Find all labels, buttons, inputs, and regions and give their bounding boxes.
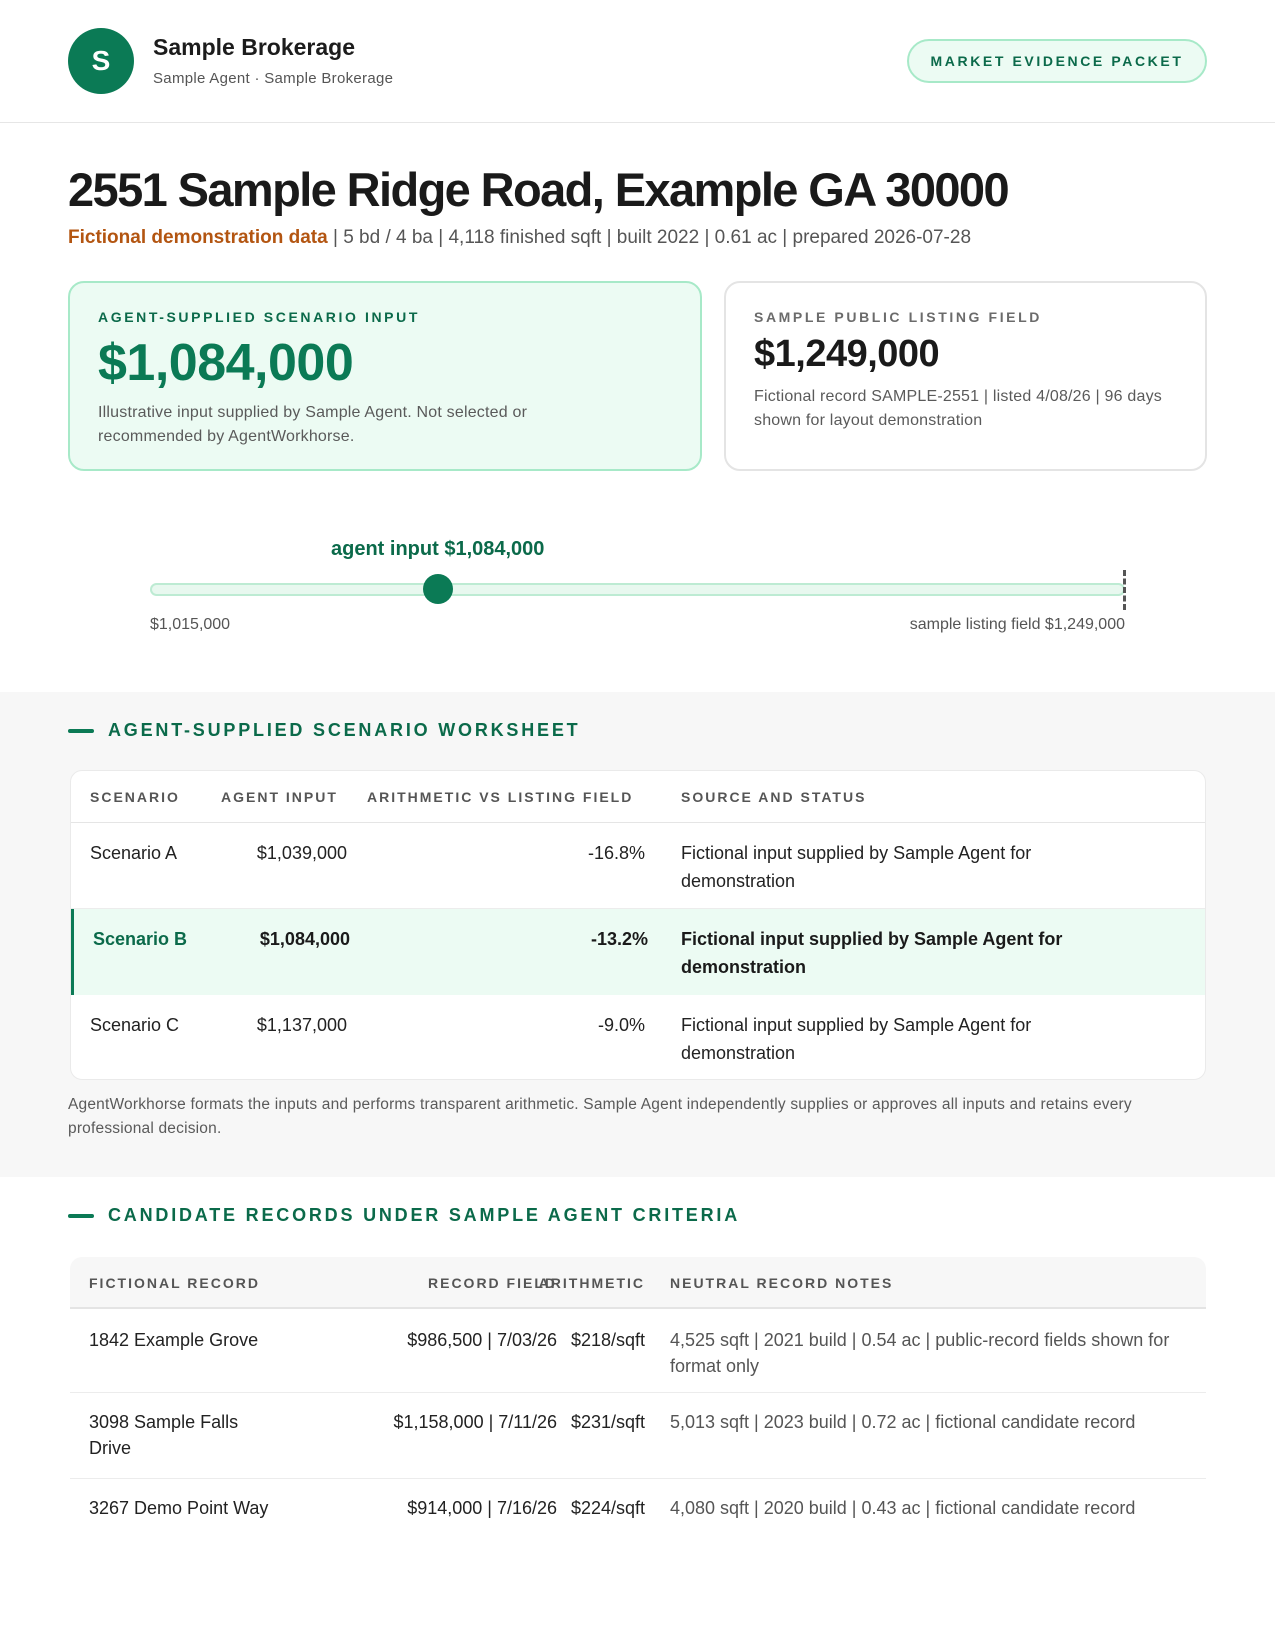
col-agent-input: AGENT INPUT [221,789,338,805]
col-arithmetic: ARITHMETIC VS LISTING FIELD [367,789,634,805]
demo-data-flag: Fictional demonstration data [68,227,328,248]
col-record-field: RECORD FIELD [428,1275,557,1291]
record-field: $1,158,000 | 7/11/26 [393,1412,557,1432]
scenario-input: $1,039,000 [256,843,347,863]
scenario-source: Fictional input supplied by Sample Agent for demonstration [681,843,1032,891]
page-header [0,0,1275,123]
record-arithmetic: $218/sqft [570,1330,645,1350]
listing-field-label: SAMPLE PUBLIC LISTING FIELD [754,309,1042,325]
record-notes: 4,080 sqft | 2020 build | 0.43 ac | fictional candidate record [670,1498,1136,1518]
agent-input-value: $1,084,000 [98,334,354,392]
record-address: 1842 Example Grove [89,1330,259,1350]
candidates-title [68,1205,740,1226]
packet-badge: MARKET EVIDENCE PACKET [907,39,1207,83]
scenario-name: Scenario A [90,843,178,863]
col-source: SOURCE AND STATUS [681,789,867,805]
listing-field-card [724,281,1207,471]
worksheet-table [70,770,1206,1080]
col-arithmetic: ARITHMETIC [538,1275,645,1291]
table-row [71,823,1205,909]
scenario-source: Fictional input supplied by Sample Agent for demonstration [681,1015,1032,1063]
section-dash-icon [68,729,94,733]
col-notes: NEUTRAL RECORD NOTES [670,1275,894,1291]
scenario-name: Scenario C [90,1015,180,1035]
range-marker-label: agent input $1,084,000 [331,538,545,560]
scenario-pct: -16.8% [587,843,645,863]
property-facts: | 5 bd / 4 ba | 4,118 finished sqft | built 2022 | 0.61 ac | prepared 2026-07-28 [327,227,972,248]
worksheet-title [68,720,580,741]
brokerage-logo: S [68,28,134,94]
range-marker-dot [423,574,453,604]
scenario-pct: -9.0% [597,1015,645,1035]
agent-input-card [68,281,702,471]
record-notes: 4,525 sqft | 2021 build | 0.54 ac | public-record fields shown for format only [670,1330,1170,1376]
table-row [71,995,1205,1080]
worksheet-title-text: AGENT-SUPPLIED SCENARIO WORKSHEET [108,720,581,740]
record-notes: 5,013 sqft | 2023 build | 0.72 ac | fictional candidate record [670,1412,1136,1432]
candidates-title-text: CANDIDATE RECORDS UNDER SAMPLE AGENT CRITERIA [108,1205,741,1225]
scenario-pct: -13.2% [590,929,648,949]
table-row [70,1311,1206,1393]
agent-input-note: Illustrative input supplied by Sample Agent. Not selected or recommended by AgentWorkhorse. [98,404,528,445]
brokerage-subtitle: Sample Agent · Sample Brokerage [153,70,394,87]
table-row-selected [71,909,1205,995]
listing-field-value: $1,249,000 [754,333,940,375]
brokerage-name: Sample Brokerage [153,34,355,60]
property-details [68,227,971,249]
range-max-label: sample listing field $1,249,000 [909,616,1125,633]
section-dash-icon [68,1214,94,1218]
table-row [70,1393,1206,1479]
range-end-marker [1123,570,1126,610]
record-field: $986,500 | 7/03/26 [407,1330,557,1350]
listing-field-note: Fictional record SAMPLE-2551 | listed 4/08/26 | 96 days shown for layout demonstration [754,388,1162,429]
scenario-source: Fictional input supplied by Sample Agent for demonstration [681,929,1063,977]
worksheet-table-header [71,771,1205,823]
scenario-name: Scenario B [93,929,188,949]
col-scenario: SCENARIO [90,789,180,805]
property-title: 2551 Sample Ridge Road, Example GA 30000 [68,163,1008,216]
scenario-input: $1,137,000 [256,1015,347,1035]
table-row [70,1479,1206,1565]
range-min-label: $1,015,000 [150,616,231,633]
candidates-table-header [70,1257,1206,1309]
worksheet-footnote: AgentWorkhorse formats the inputs and performs transparent arithmetic. Sample Agent independently supplies or approves all inputs and retains every professional decision. [68,1096,1132,1137]
record-arithmetic: $224/sqft [570,1498,645,1518]
record-field: $914,000 | 7/16/26 [407,1498,557,1518]
record-address: 3267 Demo Point Way [89,1498,269,1518]
col-record: FICTIONAL RECORD [89,1275,260,1291]
range-track [150,583,1125,596]
agent-input-label: AGENT-SUPPLIED SCENARIO INPUT [98,309,420,325]
scenario-input: $1,084,000 [259,929,350,949]
record-arithmetic: $231/sqft [570,1412,645,1432]
record-address: 3098 Sample Falls Drive [89,1412,239,1458]
